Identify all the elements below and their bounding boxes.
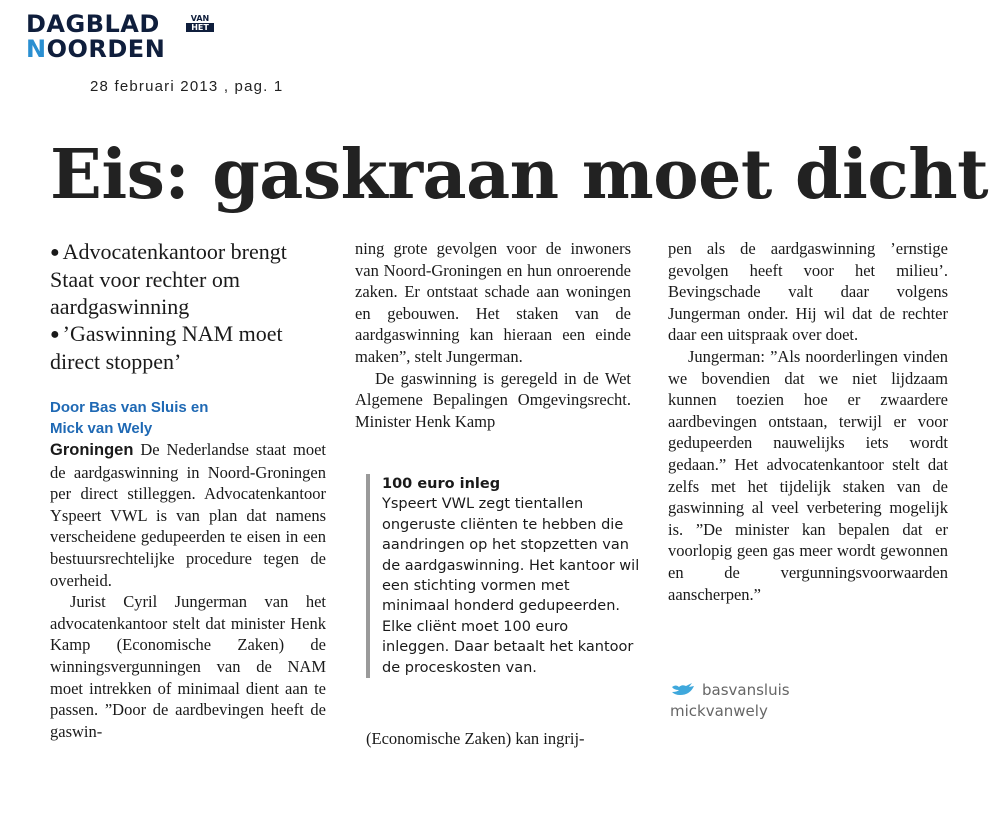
article-body-col2 [355, 238, 631, 432]
lead-item-text: ’Gaswinning NAM moet direct stoppen’ [50, 321, 283, 374]
social-row [670, 680, 790, 701]
byline-line: Door Bas van Sluis en [50, 399, 209, 416]
byline-line: Mick van Wely [50, 420, 153, 437]
twitter-handle[interactable]: basvansluis [702, 681, 790, 699]
social-handles [670, 680, 790, 722]
paragraph-text: De Nederlandse staat moet de aardgaswinning in Noord-Groningen per direct stilleggen. Advocatenkantoor Yspeert VWL is van plan dat namens verscheidene gedupeerden te eisen in een bestuursrechtelijke procedure tegen de overheid. [50, 440, 326, 590]
logo-badge-bottom: HET [186, 23, 214, 32]
paragraph: ning grote gevolgen voor de inwoners van Noord-Groningen en hun onroerende zaken. Er ontstaat schade aan woningen en gebouwen. Het staken van de aardgaswinning kan hieraan een einde maken”, stelt Jungerman. [355, 239, 631, 366]
paragraph: Jurist Cyril Jungerman van het advocatenkantoor stelt dat minister Henk Kamp (Economische Zaken) de winningsvergunningen van de NAM moet intrekken of minimaal dient aan te passen. ”Door de aardbevingen heeft de gaswin- [50, 592, 326, 741]
paragraph: (Economische Zaken) kan ingrij- [366, 729, 585, 748]
logo-badge-top: VAN [190, 14, 210, 23]
lead-item [50, 238, 326, 320]
lead-item-text: Advocatenkantoor brengt Staat voor rechter om aardgaswinning [50, 239, 287, 319]
social-row [670, 701, 790, 722]
logo-badge [186, 14, 214, 32]
paragraph: Jungerman: ”Als noorderlingen vinden we bovendien dat we niet lijdzaam kunnen toezien hoe er zwaardere aardbevingen ontstaan, terwijl er voor gedupeerden nauwelijks iets wordt gedaan.” Het advocatenkantoor stelt dat zelfs met het tijdelijk staken van de gaswinning al veel verbetering mogelijk is. ”De minister kan bepalen dat er voorlopig geen gas meer wordt gewonnen en de vergunningsvoorwaarden aanscherpen.” [668, 346, 948, 604]
article-body-col1 [50, 439, 326, 742]
article-body-col2-continued [366, 728, 632, 750]
bullet-icon: ● [50, 244, 60, 261]
column-2 [355, 238, 631, 432]
column-3 [668, 238, 948, 605]
paragraph: De gaswinning is geregeld in de Wet Algemene Bepalingen Omgevingsrecht. Minister Henk Kamp [355, 368, 631, 431]
article-body-col3 [668, 238, 948, 605]
dateline-place: Groningen [50, 441, 134, 459]
paragraph [50, 439, 326, 591]
dateline: 28 februari 2013 , pag. 1 [90, 78, 284, 95]
paragraph: pen als de aardgaswinning ’ernstige gevolgen heeft voor het milieu’. Bevingschade valt daar volgens Jungerman onder. Hij wil dat de rechter daar een uitspraak over doet. [668, 239, 948, 345]
bullet-icon: ● [50, 326, 60, 343]
logo-accent-letter: N [26, 35, 47, 63]
column-1 [50, 238, 326, 742]
logo-line-noorden [26, 37, 165, 61]
sidebar-box [366, 474, 640, 678]
twitter-handle[interactable]: mickvanwely [670, 702, 768, 720]
sidebar-box-title: 100 euro inleg [382, 476, 501, 492]
twitter-bird-icon [670, 682, 696, 696]
lead-summary [50, 238, 326, 375]
logo-line-rest: OORDEN [46, 35, 166, 63]
logo-line-dagblad: DAGBLAD [26, 10, 160, 38]
headline: Eis: gaskraan moet dicht [50, 135, 989, 215]
lead-item [50, 320, 326, 375]
newspaper-logo [26, 10, 226, 62]
sidebar-box-text: Yspeert VWL zegt tientallen ongeruste cliënten te hebben die aandringen op het stopzetten van de aardgaswinning. Het kantoor wil een stichting vormen met minimaal honderd gedupeerden. Elke cliënt moet 100 euro inleggen. Daar betaalt het kantoor de proceskosten van. [382, 496, 640, 676]
byline [50, 397, 326, 439]
